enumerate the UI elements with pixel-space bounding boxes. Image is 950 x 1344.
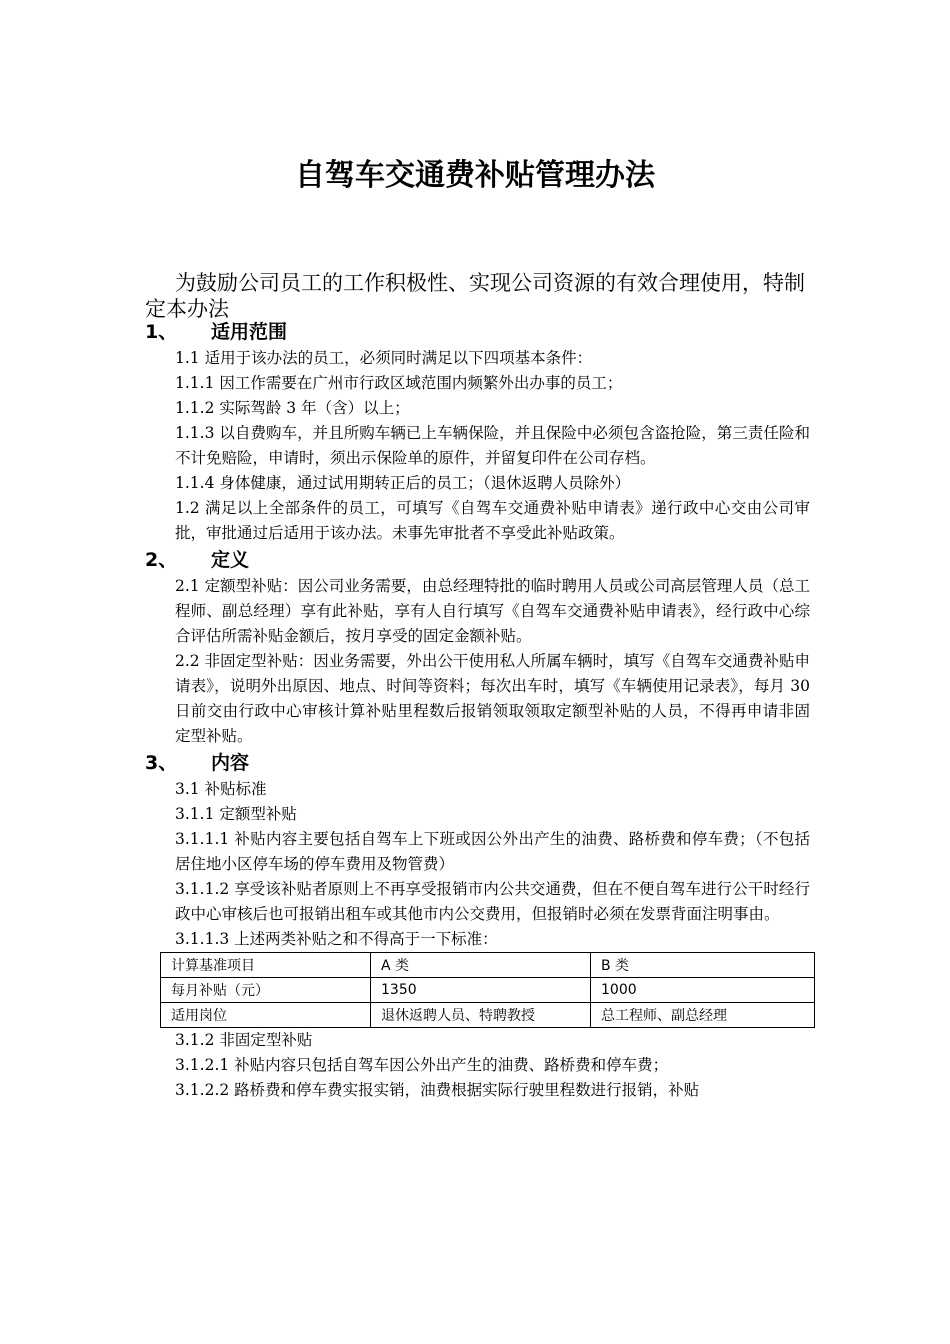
section-heading-3	[145, 749, 810, 777]
document-title: 自驾车交通费补贴管理办法	[295, 158, 655, 193]
section-heading-1	[145, 318, 810, 346]
paragraph: 3.1.1.1 补贴内容主要包括自驾车上下班或因公外出产生的油费、路桥费和停车费；（不包括居住地小区停车场的停车费用及物管费）	[175, 830, 810, 873]
table-row	[161, 953, 815, 978]
table-row	[161, 978, 815, 1003]
paragraph: 2.2 非固定型补贴：因业务需要，外出公干使用私人所属车辆时，填写《自驾车交通费补贴申请表》，说明外出原因、地点、时间等资料；每次出车时，填写《车辆使用记录表》，每月 30 日前交由行政中心审核计算补贴里程数后报销领取领取定额型补贴的人员，不得再申请非固定型补贴。	[175, 652, 810, 745]
section-number: 2、	[145, 549, 178, 571]
table-cell: 计算基准项目	[161, 953, 371, 978]
section-title: 定义	[211, 549, 250, 571]
paragraph: 1.1.3 以自费购车，并且所购车辆已上车辆保险，并且保险中必须包含盗抢险，第三责任险和不计免赔险，申请时，须出示保险单的原件，并留复印件在公司存档。	[175, 424, 810, 467]
section-title: 适用范围	[211, 321, 288, 343]
paragraph: 1.2 满足以上全部条件的员工，可填写《自驾车交通费补贴申请表》递行政中心交由公司审批，审批通过后适用于该办法。未事先审批者不享受此补贴政策。	[175, 499, 810, 542]
table-cell: A 类	[371, 953, 591, 978]
subsidy-standard-table	[160, 952, 815, 1028]
paragraph: 3.1 补贴标准	[175, 780, 267, 798]
table-cell: 每月补贴（元）	[161, 978, 371, 1003]
table-cell: 1350	[371, 978, 591, 1003]
paragraph: 1.1.4 身体健康，通过试用期转正后的员工；（退休返聘人员除外）	[175, 474, 631, 492]
section-title: 内容	[211, 752, 250, 774]
table-cell: 适用岗位	[161, 1003, 371, 1028]
paragraph: 1.1.2 实际驾龄 3 年（含）以上；	[175, 399, 410, 417]
document-body	[145, 318, 810, 1103]
section-number: 3、	[145, 752, 178, 774]
paragraph: 3.1.1 定额型补贴	[175, 805, 297, 823]
table-row	[161, 1003, 815, 1028]
paragraph: 3.1.1.2 享受该补贴者原则上不再享受报销市内公共交通费，但在不便自驾车进行公干时经行政中心审核后也可报销出租车或其他市内公交费用，但报销时必须在发票背面注明事由。	[175, 880, 810, 923]
section-heading-2	[145, 546, 810, 574]
paragraph: 3.1.1.3 上述两类补贴之和不得高于一下标准：	[175, 930, 498, 948]
table-cell: 1000	[591, 978, 815, 1003]
paragraph: 1.1.1 因工作需要在广州市行政区域范围内频繁外出办事的员工；	[175, 374, 623, 392]
intro-paragraph: 为鼓励公司员工的工作积极性、实现公司资源的有效合理使用，特制定本办法	[145, 271, 805, 321]
table-cell: 总工程师、副总经理	[591, 1003, 815, 1028]
section-number: 1、	[145, 321, 178, 343]
table-cell: B 类	[591, 953, 815, 978]
paragraph: 3.1.2.1 补贴内容只包括自驾车因公外出产生的油费、路桥费和停车费；	[175, 1056, 669, 1074]
table-cell: 退休返聘人员、特聘教授	[371, 1003, 591, 1028]
paragraph: 2.1 定额型补贴：因公司业务需要，由总经理特批的临时聘用人员或公司高层管理人员（总工程师、副总经理）享有此补贴，享有人自行填写《自驾车交通费补贴申请表》，经行政中心综合评估所需补贴金额后，按月享受的固定金额补贴。	[175, 577, 810, 645]
paragraph: 3.1.2.2 路桥费和停车费实报实销，油费根据实际行驶里程数进行报销，补贴	[175, 1081, 700, 1099]
paragraph: 1.1 适用于该办法的员工，必须同时满足以下四项基本条件：	[175, 349, 593, 367]
paragraph: 3.1.2 非固定型补贴	[175, 1031, 313, 1049]
